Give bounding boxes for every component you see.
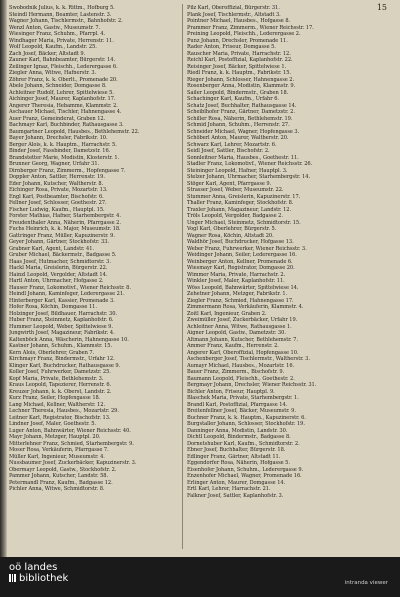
directory-entry: Ammer Franz, Kaufm., Herrenstr. 2.: [187, 343, 279, 349]
directory-entry: Enzenhofer Michael, Wagner, Promenade 16.: [187, 473, 302, 479]
directory-entry: Jungwirth Josef, Magazineur, Fabrikstr. 4.: [9, 330, 115, 336]
directory-entry: Angerer Karl, Oberoffizial, Hopfengasse 10.: [187, 349, 299, 356]
directory-entry: Hackl Maria, Greislerin, Bürgerstr. 22.: [9, 265, 108, 271]
directory-entry: Aumayr Michael, Hausbes., Mozartstr. 16.: [187, 362, 295, 369]
directory-entry: Abele Johann, Schneider, Domgasse 8.: [9, 83, 107, 89]
directory-entry: Seidl Josef, Sattler, Bischofstr. 2.: [187, 148, 270, 154]
directory-entry: Aichinger Josef, Maurer, Kaplanhofstr. 17.: [9, 96, 116, 102]
directory-entry: Mitterlehner Franz, Schmied, Starhembergstr. 9.: [9, 440, 134, 447]
viewer-brand-label[interactable]: intranda viewer: [344, 580, 388, 586]
directory-entry: Hainzl Leopold, Vergolder, Altstadt 14.: [9, 271, 108, 278]
directory-entry: Zauner Karl, Bahnbeamter, Bürgerstr. 14.: [9, 57, 116, 63]
directory-entry: Eichinger Rosa, Private, Mozartstr. 13.: [9, 187, 108, 193]
directory-entry: Stummer Anna, Greislerin, Kapuzinerstr. 17.: [187, 193, 301, 200]
directory-entry: Waldhör Josef, Buchdrucker, Hofgasse 13.: [187, 239, 294, 245]
page-number: 15: [376, 3, 387, 12]
directory-entry: Zöhrer Franz, k. k. Oberlt., Promenade 20.: [9, 76, 118, 83]
directory-entry: Ziegler Anna, Witwe, Hafnerstr. 3.: [9, 70, 97, 76]
directory-entry: Bayer Johann, Drechsler, Fabrikstr. 10.: [9, 135, 108, 141]
directory-entry: Burgstaller Johann, Schlosser, Stockhofstr. 19.: [187, 421, 305, 427]
directory-entry: Strasser Josef, Weber, Museumstr. 22.: [187, 187, 284, 193]
directory-entry: Auer Franz, Gemeinderat, Graben 12.: [9, 115, 106, 122]
directory-entry: Weidinger Johann, Seiler, Lederergasse 16.: [187, 252, 297, 258]
directory-entry: Rader Anton, Friseur, Domgasse 5.: [187, 44, 276, 50]
directory-entry: Wiesmayr Karl, Registrator, Domgasse 20.: [187, 265, 295, 271]
directory-entry: Bichler Anton, Friseur, Hauptpl. 9.: [187, 388, 275, 395]
directory-entry: Traxler Johann, Magazineur, Landstr. 12.: [187, 206, 292, 213]
directory-entry: Obermayr Leopold, Gastw., Stockhofstr. 2.: [9, 466, 117, 473]
directory-entry: Kraus Leopold, Tapezierer, Herrenstr. 6.: [9, 382, 112, 388]
directory-entry: Aschauer Michael, Tischler, Hahnengasse 4.: [9, 109, 122, 115]
directory-entry: Schatz Josef, Buchhalter, Rathausgasse 14.: [187, 102, 297, 109]
directory-entry: Weinberger Anton, Kellner, Promenade 6.: [187, 258, 293, 265]
directory-entry: Stelzer Johann, Uhrmacher, Starhembergstr. 14.: [187, 174, 310, 180]
directory-entry: Holzinger Josef, Bildhauer, Harrachstr. 30.: [9, 310, 117, 317]
directory-entry: Altmann Johann, Kutscher, Bethlehemstr. 7.: [187, 336, 298, 343]
book-gutter-shadow: [0, 0, 7, 557]
directory-entry: Fuchs Heinrich, k. k. Major, Museumstr. 18.: [9, 226, 121, 232]
directory-entry: Schmid Johann, Schuhm., Herrenstr. 27.: [187, 122, 290, 128]
directory-entry: Ebner Josef, Buchhalter, Bürgerstr. 18.: [187, 447, 286, 453]
directory-entry: Zach Josef, Bäcker, Altstadt 9.: [9, 50, 86, 57]
directory-entry: Sailer Leopold, Bindermstr., Graben 18.: [187, 89, 289, 96]
directory-entry: Lechner Theresia, Hausbes., Mozartstr. 29.: [9, 408, 119, 414]
directory-entry: Engl Karl, Postbeamter, Bischofstr. 6.: [9, 193, 104, 200]
directory-entry: Huber Franz, Steinmetz, Kaplanhofstr. 6.: [9, 317, 114, 323]
left-directory-column: [9, 5, 179, 493]
directory-entry: Schiller Rosa, Näherin, Bethlehemstr. 19.: [187, 115, 293, 122]
directory-entry: Preining Leopold, Fleischh., Lederergasse 2.: [187, 31, 301, 37]
directory-entry: Bauer Franz, Zimmerm., Bischofstr. 9.: [187, 369, 285, 375]
directory-entry: Brandl Karl, Postoffizial, Pfarrgasse 14.: [187, 401, 288, 408]
column-divider: [182, 4, 183, 549]
directory-entry: Bergmayr Johann, Drechsler, Wiener Reichsstr. 31.: [187, 382, 317, 388]
directory-entry: Binder Josef, Fassbinder, Dametzstr. 16.: [9, 148, 111, 154]
directory-entry: Berger Alois, k. k. Hauptm., Harrachstr. 5.: [9, 141, 117, 148]
directory-entry: Stadler Franz, Lokomotivf., Wiener Reichsstr. 26.: [187, 161, 313, 167]
directory-entry: Zimmermann Rosa, Verkäuferin, Klammstr. 4.: [187, 304, 304, 310]
directory-entry: Heindl Johann, Kaminfeger, Lederergasse 21.: [9, 291, 125, 297]
directory-entry: Wiesinger Franz, Schuhm., Pfarrpl. 4.: [9, 31, 106, 37]
directory-entry: Wagner Johann, Tischlermstr., Bahnhofstr. 2.: [9, 18, 123, 24]
directory-entry: Dornetshuber Karl, Kaufm., Schmidtorstr. 2.: [187, 440, 300, 447]
directory-entry: Eisenhofer Johann, Schuhm., Lederergasse 9.: [187, 466, 304, 473]
directory-entry: Gattringer Franz, Müller, Kapuzinerstr. 9.: [9, 232, 115, 239]
directory-entry: Achleitner Anna, Witwe, Rathausgasse 1.: [187, 323, 292, 330]
directory-entry: Grabner Karl, Agent, Landstr. 41.: [9, 245, 95, 252]
directory-entry: Hofer Rosa, Köchin, Domgasse 11.: [9, 304, 97, 310]
directory-entry: Brunner Georg, Wagner, Urfahr 31.: [9, 161, 100, 167]
directory-entry: Lindner Josef, Maler, Goethestr. 5.: [9, 421, 96, 427]
directory-entry: Hummer Leopold, Weber, Spittelwiese 9.: [9, 323, 113, 330]
directory-entry: Kastner Johann, Schuhm., Klammstr. 15.: [9, 343, 113, 349]
directory-entry: Fischer Ludwig, Kaufm., Hauptpl. 15.: [9, 206, 105, 213]
directory-entry: Schwarz Karl, Lehrer, Mozartstr. 6.: [187, 141, 277, 148]
directory-entry: Buchner Franz, k. k. Hauptm., Kapuzinerstr. 6.: [187, 414, 306, 421]
right-directory-column: [187, 5, 387, 499]
directory-entry: Plank Josef, Tischlermstr., Altstadt 3.: [187, 11, 281, 18]
directory-entry: Bachmayr Karl, Buchbinder, Rathausgasse 3.: [9, 122, 124, 128]
directory-entry: Baumgartner Leopold, Hausbes., Bethlehemstr. 22.: [9, 128, 140, 135]
directory-entry: Breitenfellner Josef, Bäcker, Museumstr. 9.: [187, 408, 296, 414]
directory-entry: Hinterberger Karl, Kassier, Promenade 3.: [9, 297, 115, 304]
directory-entry: Pointner Michael, Hausbes., Hofgasse 8.: [187, 18, 291, 24]
directory-entry: Schachinger Karl, Kaufm., Urfahr 6.: [187, 96, 279, 102]
directory-entry: Wöss Leopold, Bahnwärter, Spittelwiese 14.: [187, 284, 299, 291]
directory-entry: Kurz Franz, Seiler, Hopfengasse 18.: [9, 395, 101, 401]
logo-bars-icon: [9, 574, 17, 582]
directory-entry: Zeilinger Ignaz, Fleischh., Lederergasse 6.: [9, 63, 118, 70]
directory-entry: Weber Franz, Fuhrwerker, Wiener Reichsstr. 3.: [187, 245, 307, 252]
directory-entry: Kirchmayr Franz, Bindermstr., Urfahr 12.: [9, 356, 115, 362]
directory-entry: Pichler Anna, Witwe, Schmidtorstr. 8.: [9, 486, 105, 492]
directory-entry: Steindl Hermann, Beamter, Lastenstr. 3.: [9, 11, 112, 18]
directory-entry: Wimmer Maria, Private, Harrachstr. 2.: [187, 271, 286, 278]
directory-entry: Reichl Karl, Postoffizial, Kaplanhofstr. 22.: [187, 57, 293, 63]
directory-entry: Stöger Karl, Agent, Pfarrgasse 9.: [187, 180, 272, 187]
directory-entry: Klinger Karl, Buchdrucker, Rathausgasse 9.: [9, 362, 121, 369]
logo-line-1: oö landes: [9, 562, 58, 573]
directory-entry: Thaller Franz, Kaminfeger, Stockhofstr. 8.: [187, 200, 294, 206]
directory-entry: Schneider Michael, Wagner, Hopfengasse 3.: [187, 128, 300, 135]
directory-entry: Fellner Josef, Schlosser, Goethestr. 27.: [9, 200, 107, 206]
directory-entry: Wolf Leopold, Kaufm., Landstr. 25.: [9, 44, 97, 50]
directory-entry: Wenzl Anton, Gastw., Museumstr. 7.: [9, 24, 101, 31]
logo-line-2: bibliothek: [9, 573, 68, 584]
directory-entry: Unger Michael, Steinmetz, Schmidtorstr. 15.: [187, 219, 301, 226]
directory-entry: Rieger Johann, Schlosser, Hahnengasse 2.: [187, 76, 295, 83]
directory-entry: Eder Johann, Kutscher, Waltherstr. 8.: [9, 180, 104, 187]
directory-entry: Sonnleitner Maria, Hausbes., Goethestr. 11.: [187, 154, 299, 161]
directory-entry: Prammer Franz, Zimmerm., Wiener Reichsstr. 17.: [187, 24, 314, 31]
directory-entry: Riedl Franz, k. k. Hauptm., Fabrikstr. 15.: [187, 70, 292, 76]
directory-entry: Scheiblhofer Franz, Gärtner, Dametzstr. 2.: [187, 109, 295, 115]
directory-entry: Eggendorfer Rosa, Näherin, Hofgasse 5.: [187, 460, 290, 466]
directory-entry: Falkner Josef, Sattler, Kaplanhofstr. 3.: [187, 492, 284, 499]
directory-entry: Müller Karl, Ingenieur, Museumstr. 4.: [9, 453, 105, 460]
directory-entry: Winkler Josef, Maler, Kaplanhofstr. 11.: [187, 278, 285, 284]
directory-entry: Windhager Maria, Private, Herrenstr. 11.: [9, 37, 114, 44]
directory-entry: Achleitner Rudolf, Lehrer, Spittelwiese 5.: [9, 89, 114, 96]
directory-entry: Aschenberger Josef, Tischlermstr., Waltherstr. 3.: [187, 356, 310, 362]
directory-entry: Hartl Anton, Uhrmacher, Hofgasse 2.: [9, 278, 104, 284]
directory-entry: Schöberl Anton, Maurer, Waltherstr. 20.: [187, 135, 289, 141]
directory-entry: Forster Mathias, Hafner, Starhembergstr. 4.: [9, 213, 121, 219]
directory-entry: Danninger Anna, Modistin, Landstr. 30.: [187, 427, 288, 434]
directory-entry: Dirnberger Franz, Zimmerm., Hopfengasse 7.: [9, 167, 126, 174]
directory-entry: Leitner Karl, Registrator, Bischofstr. 13.: [9, 414, 111, 421]
directory-entry: Kreuzer Johann, k. k. Oberst, Landstr. 2.: [9, 388, 112, 395]
directory-entry: Reisinger Josef, Bäcker, Spittelwiese 1.: [187, 63, 287, 70]
directory-entry: Kern Alois, Oberlehrer, Graben 7.: [9, 349, 95, 356]
directory-entry: Zehetner Johann, Metzger, Fabrikstr. 1.: [187, 291, 288, 297]
directory-entry: Brandstetter Marie, Modistin, Klosterstr. 1.: [9, 154, 120, 161]
directory-entry: Vogl Karl, Oberlehrer, Bürgerstr. 5.: [187, 226, 277, 232]
directory-entry: Dichtl Leopold, Bindermstr., Badgasse 8.: [187, 434, 291, 440]
directory-entry: Swobodnik Julius, k. k. Rittm., Hofburg 5.: [9, 5, 115, 11]
directory-entry: Doppler Anton, Sattler, Herrenstr. 19.: [9, 174, 105, 180]
directory-entry: Haas Josef, Hutmacher, Schmidtorstr. 3.: [9, 258, 111, 265]
directory-entry: Edlinger Franz, Gärtner, Altstadt 11.: [187, 453, 281, 460]
directory-entry: Gruber Michael, Bäckermstr., Badgasse 5.: [9, 252, 117, 258]
directory-entry: Koller Josef, Fuhrwerker, Dametzstr. 25.: [9, 369, 111, 375]
directory-entry: Hauser Franz, Lokomotivf., Wiener Reichsstr. 8.: [9, 284, 131, 291]
directory-entry: Zweimüller Josef, Zuckerbäcker, Urfahr 19.: [187, 317, 298, 323]
directory-entry: Pilz Karl, Oberoffizial, Bürgerstr. 31.: [187, 5, 280, 11]
directory-entry: Pammer Johann, Kutscher, Landstr. 58.: [9, 473, 109, 479]
directory-entry: Ziegler Franz, Schmied, Hahnengasse 17.: [187, 297, 294, 304]
directory-entry: Zoitl Karl, Ingenieur, Graben 2.: [187, 310, 267, 317]
directory-entry: Angerer Theresia, Hebamme, Klammstr. 2.: [9, 102, 118, 109]
directory-entry: Punz Johann, Drechsler, Promenade 11.: [187, 37, 288, 44]
directory-entry: Erlinger Anton, Maurer, Domgasse 14.: [187, 479, 286, 486]
directory-entry: Aigner Leopold, Gastw., Dametzstr. 30.: [187, 330, 286, 336]
directory-entry: Geyer Johann, Gärtner, Stockhofstr. 33.: [9, 239, 109, 245]
directory-entry: Ertl Karl, Lehrer, Harrachstr. 21.: [187, 486, 271, 492]
directory-entry: Moser Rosa, Verkäuferin, Pfarrgasse 7.: [9, 447, 109, 453]
directory-entry: Steininger Leopold, Hafner, Hauptpl. 3.: [187, 167, 288, 174]
directory-entry: Wagner Rosa, Köchin, Altstadt 20.: [187, 232, 274, 239]
directory-entry: Rosenberger Anna, Modistin, Klammstr. 9.: [187, 83, 296, 89]
directory-entry: Tröls Leopold, Vergolder, Badgasse 2.: [187, 213, 283, 219]
directory-entry: Mayr Johann, Metzger, Hauptpl. 20.: [9, 434, 101, 440]
directory-entry: Freudenthaler Anna, Näherin, Pfarrgasse 2.: [9, 219, 121, 226]
directory-entry: Rauscher Maria, Private, Harrachstr. 12.: [187, 50, 291, 57]
directory-entry: Kopf Maria, Private, Bethlehemstr. 3.: [9, 375, 104, 382]
library-logo[interactable]: [9, 563, 68, 584]
directory-entry: Baumann Leopold, Fleischh., Goethestr. 2.: [187, 375, 295, 382]
directory-entry: Luger Anton, Bahnwärter, Wiener Reichsstr. 40.: [9, 427, 131, 434]
directory-entry: Petermandl Franz, Kaufm., Badgasse 12.: [9, 479, 113, 486]
directory-entry: Kaltenböck Anna, Wäscherin, Hahnengasse 10.: [9, 336, 129, 343]
directory-entry: Blaschek Maria, Private, Starhembergstr. 1.: [187, 395, 299, 401]
directory-entry: Lang Michael, Kellner, Waltherstr. 12.: [9, 401, 106, 408]
directory-entry: Nussbaumer Josef, Zuckerbäcker, Kapuzinerstr. 3.: [9, 460, 137, 466]
